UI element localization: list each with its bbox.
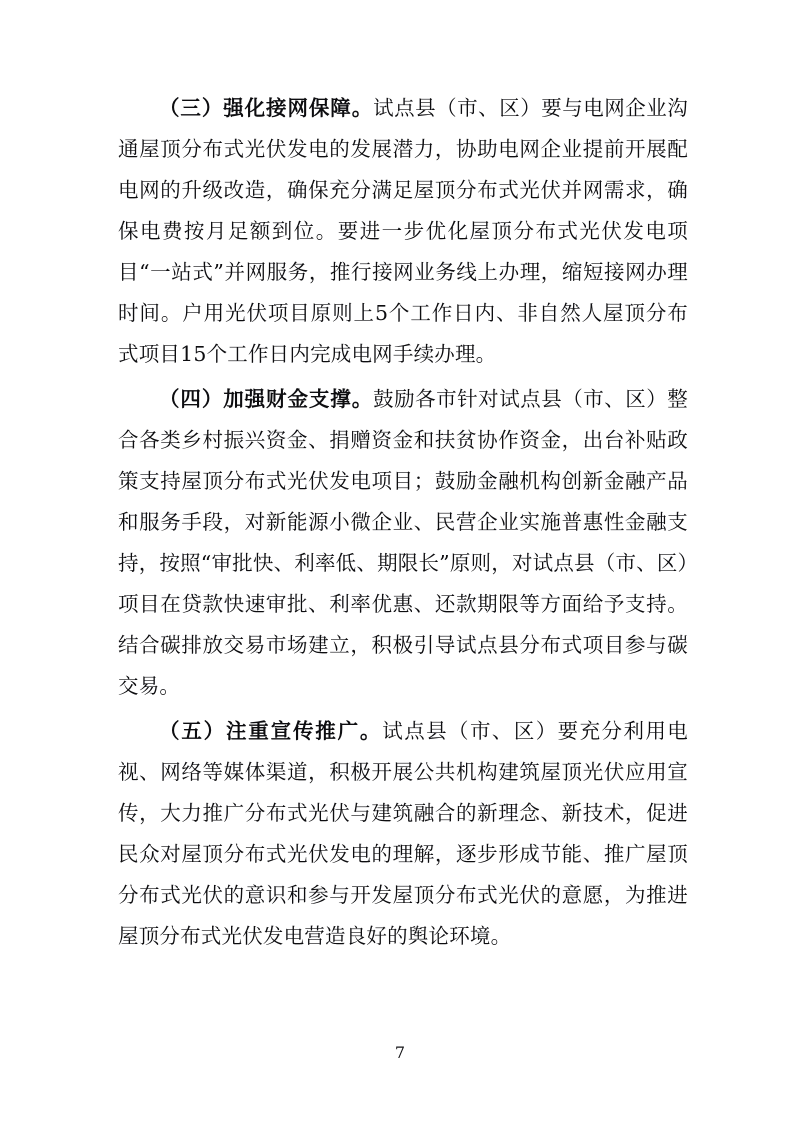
paragraph-text-section-4: 鼓励各市针对试点县（市、区）整合各类乡村振兴资金、捐赠资金和扶贫协作资金，出台补贴政策支持屋顶分布式光伏发电项目；鼓励金融机构创新金融产品和服务手段，对新能源小微企业、民营企业实施普惠性金融支持，按照“审批快、利率低、期限长”原则，对试点县（市、区）项目在贷款快速审批、利率优惠、还款期限等方面给予支持。结合碳排放交易市场建立，积极引导试点县分布式项目参与碳交易。 — [118, 387, 689, 698]
paragraph-heading-section-3: （三）强化接网保障。 — [159, 96, 374, 120]
paragraph-section-3 — [118, 88, 688, 375]
paragraph-text-section-5: 试点县（市、区）要充分利用电视、网络等媒体渠道，积极开展公共机构建筑屋顶光伏应用宣传，大力推广分布式光伏与建筑融合的新理念、新技术，促进民众对屋顶分布式光伏发电的理解，逐步形成节能、推广屋顶分布式光伏的意识和参与开发屋顶分布式光伏的意愿，为推进屋顶分布式光伏发电营造良好的舆论环境。 — [118, 719, 688, 948]
page-number: 7 — [394, 1043, 406, 1062]
paragraph-text-section-3: 试点县（市、区）要与电网企业沟通屋顶分布式光伏发电的发展潜力，协助电网企业提前开展配电网的升级改造，确保充分满足屋顶分布式光伏并网需求，确保电费按月足额到位。要进一步优化屋顶分布式光伏发电项目“一站式”并网服务，推行接网业务线上办理，缩短接网办理时间。户用光伏项目原则上5个工作日内、非自然人屋顶分布式项目15个工作日内完成电网手续办理。 — [118, 96, 688, 366]
paragraph-section-4 — [118, 379, 688, 707]
paragraph-heading-section-5: （五）注重宣传推广。 — [159, 719, 383, 743]
paragraph-heading-section-4: （四）加强财金支撑。 — [159, 387, 374, 411]
document-body — [118, 88, 688, 958]
paragraph-section-5 — [118, 711, 688, 957]
